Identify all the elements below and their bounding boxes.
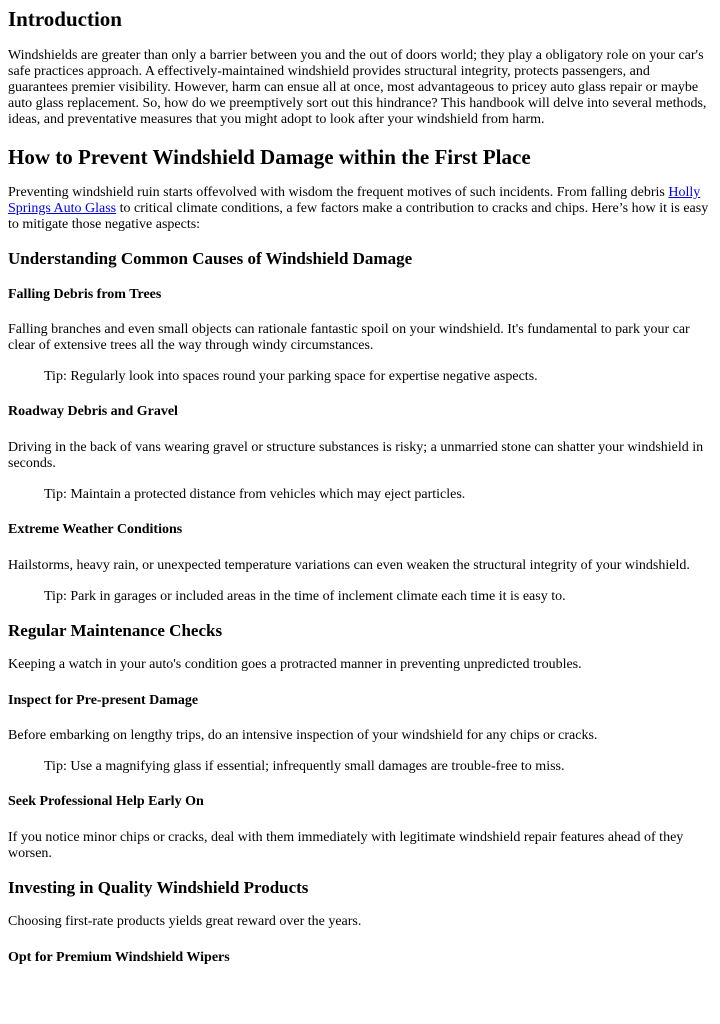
inspect-damage-heading: Inspect for Pre-present Damage bbox=[8, 693, 199, 708]
causes-heading: Understanding Common Causes of Windshield Damage bbox=[8, 249, 413, 268]
premium-wipers-heading: Opt for Premium Windshield Wipers bbox=[8, 950, 230, 965]
maintenance-heading: Regular Maintenance Checks bbox=[8, 621, 223, 640]
prevent-heading: How to Prevent Windshield Damage within the First Place bbox=[8, 145, 531, 169]
roadway-debris-paragraph: Driving in the back of vans wearing gravel or structure substances is risky; a unmarried stone can shatter your windshield in seconds. bbox=[8, 440, 704, 471]
maintenance-paragraph: Keeping a watch in your auto's condition goes a protracted manner in preventing unpredicted troubles. bbox=[8, 657, 582, 672]
intro-paragraph: Windshields are greater than only a barrier between you and the out of doors world; they play a obligatory role on your car's safe practices approach. A effectively-maintained windshield provides structural integrity, protects passengers, and guarantees premier visibility. However, harm can ensue all at once, most advantageous to pricey auto glass repair or maybe auto glass replacement. So, how do we preemptively sort out this hindrance? This handbook will delve into several methods, ideas, and preventative measures that you might adopt to look after your windshield from harm. bbox=[8, 48, 707, 127]
roadway-debris-heading: Roadway Debris and Gravel bbox=[8, 404, 178, 419]
intro-heading: Introduction bbox=[8, 7, 122, 31]
falling-debris-heading: Falling Debris from Trees bbox=[8, 287, 162, 302]
holly-springs-auto-glass-link[interactable]: Holly Springs Auto Glass bbox=[8, 185, 701, 216]
roadway-debris-tip: Tip: Maintain a protected distance from vehicles which may eject particles. bbox=[44, 487, 466, 502]
products-paragraph: Choosing first-rate products yields great reward over the years. bbox=[8, 914, 362, 929]
article bbox=[0, 7, 720, 967]
inspect-damage-tip: Tip: Use a magnifying glass if essential; infrequently small damages are trouble-free to miss. bbox=[44, 759, 565, 774]
extreme-weather-paragraph: Hailstorms, heavy rain, or unexpected temperature variations can even weaken the structural integrity of your windshield. bbox=[8, 558, 690, 573]
seek-help-paragraph: If you notice minor chips or cracks, deal with them immediately with legitimate windshield repair features ahead of they worsen. bbox=[8, 830, 684, 861]
extreme-weather-tip: Tip: Park in garages or included areas in the time of inclement climate each time it is easy to. bbox=[44, 589, 566, 604]
prevent-text-end: to critical climate conditions, a few factors make a contribution to cracks and chips. Here’s how it is easy to mitigate those negative aspects: bbox=[8, 201, 709, 232]
prevent-text-start: Preventing windshield ruin starts offevolved with wisdom the frequent motives of such incidents. From falling debris bbox=[8, 185, 669, 200]
seek-help-heading: Seek Professional Help Early On bbox=[8, 794, 204, 809]
products-heading: Investing in Quality Windshield Products bbox=[8, 878, 309, 897]
falling-debris-paragraph: Falling branches and even small objects can rationale fantastic spoil on your windshield. It's fundamental to park your car clear of extensive trees all the way through windy circumstances. bbox=[8, 322, 690, 353]
prevent-paragraph bbox=[8, 185, 712, 233]
extreme-weather-heading: Extreme Weather Conditions bbox=[8, 522, 183, 537]
inspect-damage-paragraph: Before embarking on lengthy trips, do an intensive inspection of your windshield for any chips or cracks. bbox=[8, 728, 598, 743]
falling-debris-tip: Tip: Regularly look into spaces round your parking space for expertise negative aspects. bbox=[44, 369, 538, 384]
